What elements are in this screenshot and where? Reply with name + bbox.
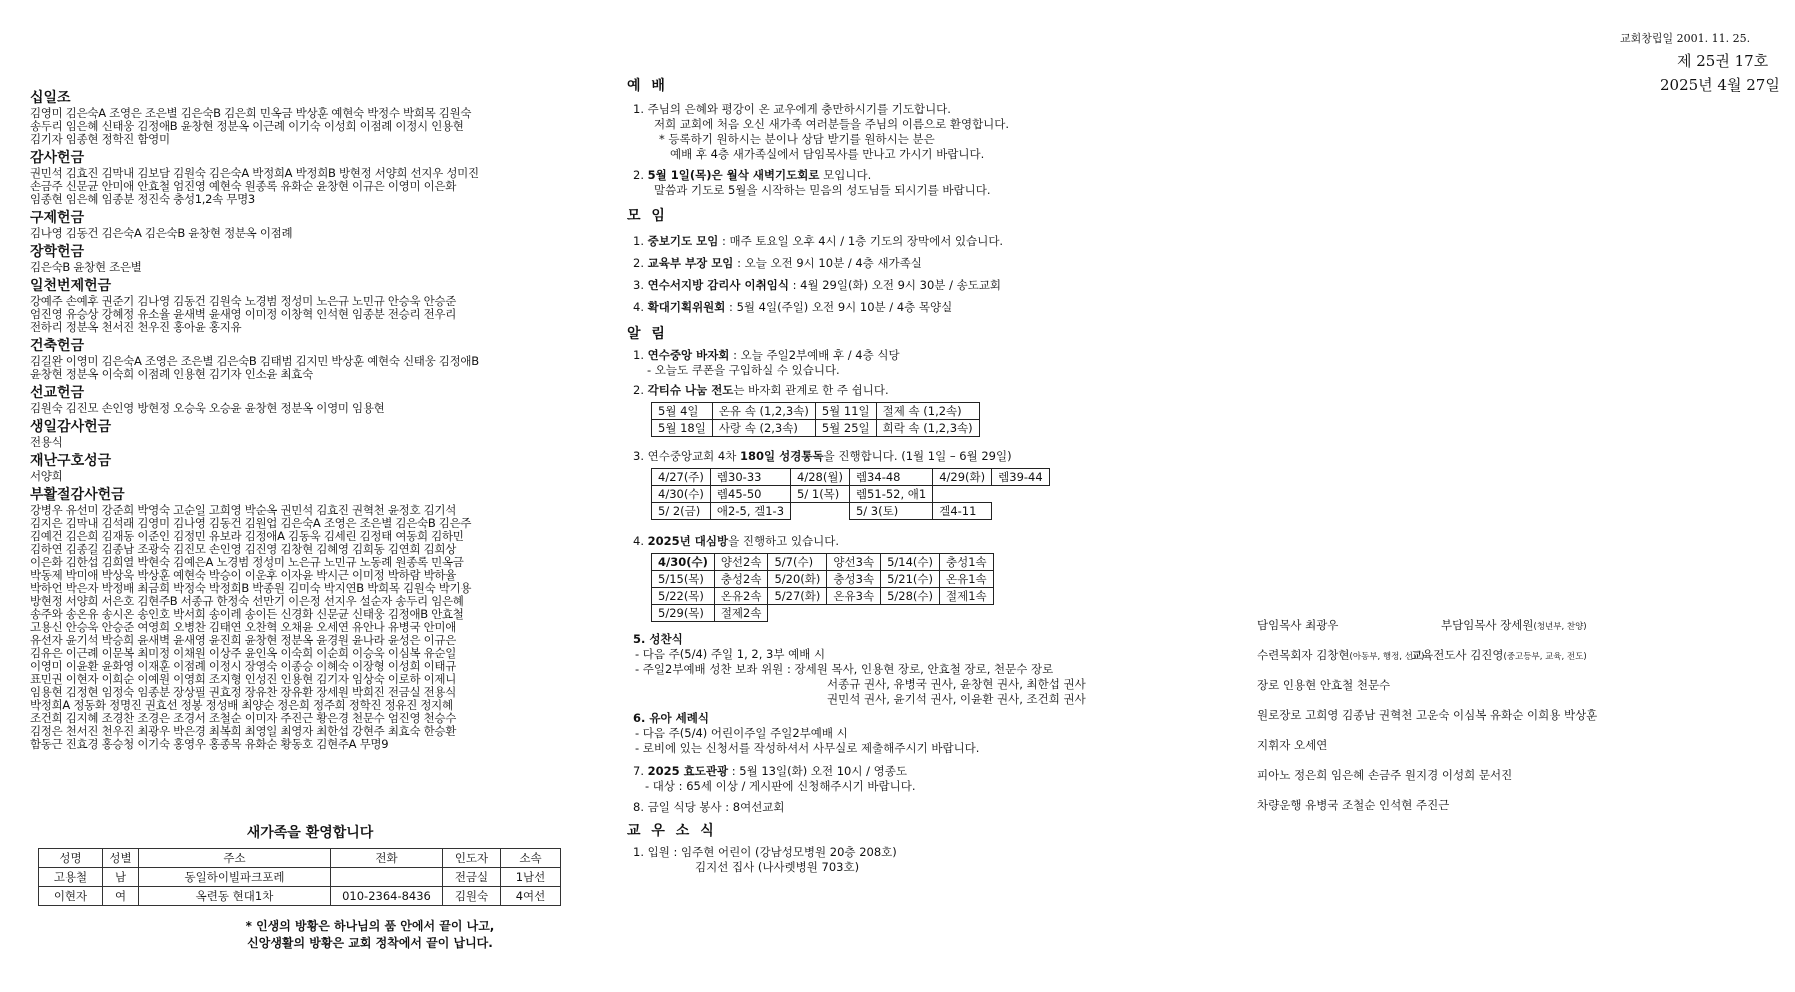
offering-title: 생일감사헌금 [30, 419, 112, 435]
offering-names [30, 261, 585, 274]
table-cell: 온유2속 [714, 588, 768, 605]
note-line-1: * 인생의 방황은 하나님의 품 안에서 끝이 나고, [245, 919, 495, 933]
notice-item-2: 2. 각티슈 나눔 전도는 바자회 관계로 한 주 쉽니다. [633, 383, 889, 397]
table-cell: 5/21(수) [881, 571, 940, 588]
new-family-cell: 김원숙 [443, 887, 501, 906]
meeting-heading: 모 임 [627, 208, 668, 224]
notice-item-4: 4. 2025년 대심방을 진행하고 있습니다. [633, 534, 840, 548]
table-cell: 애2-5, 겔1-3 [710, 503, 790, 520]
offering-names [30, 436, 585, 449]
offering-names [30, 295, 585, 334]
table-row [652, 588, 994, 605]
table-cell: 4/30(수) [652, 554, 715, 571]
table-cell: 렘51-52, 애1 [849, 486, 932, 503]
notice-item-1: 1. 연수중앙 바자회 : 오늘 주일2부예배 후 / 4층 식당 [633, 348, 900, 362]
worship-item-1: 1. 주님의 은혜와 평강이 온 교우에게 충만하시기를 기도합니다. [633, 102, 951, 116]
new-family-header-cell: 소속 [501, 849, 561, 868]
associate-pastor: 부담임목사 장세원(청년부, 찬양) [1441, 618, 1587, 632]
table-cell: 충성1속 [939, 554, 993, 571]
table-cell [933, 486, 992, 503]
offering-name-line: 임종현 임은혜 임종분 정진숙 충성1,2속 무명3 [30, 193, 255, 206]
table-cell: 렘30-33 [710, 469, 790, 486]
offering-name-line: 송두리 임은혜 신태웅 김정애B 윤창현 정분옥 이근례 이기숙 이성희 이점례 이정시 인용현 [30, 120, 464, 133]
table-cell: 5/ 3(토) [849, 503, 932, 520]
offering-name-line: 유선자 윤기석 박승희 윤새벽 윤새영 윤진희 윤창현 정분옥 윤경원 윤나라 윤성은 이규은 [30, 634, 457, 647]
notice-item-5-line2: - 주일2부예배 성찬 보좌 위원 : 장세원 목사, 인용현 장로, 안효철 장로, 천문수 장로 [635, 662, 1054, 676]
new-family-cell: 010-2364-8436 [331, 887, 443, 906]
new-family-header-cell: 성명 [39, 849, 103, 868]
notice-item-8: 8. 금일 식당 봉사 : 8여선교회 [633, 800, 785, 814]
offering-name-line: 서양희 [30, 470, 63, 483]
announcements [627, 76, 1147, 875]
volume-number: 제 25권 17호 [1677, 52, 1769, 70]
offering-names [30, 107, 585, 146]
offering-title: 선교헌금 [30, 385, 85, 401]
offering-name-line: 박정희A 정동화 정명진 권효선 정봉 정성배 최양순 정은희 정주희 정학진 정유진 정지혜 [30, 699, 453, 712]
table-cell: 5월 11일 [815, 403, 876, 420]
pianists: 피아노 정은희 임은혜 손금주 원지경 이성희 문서진 [1257, 768, 1513, 782]
issue-date: 2025년 4월 27일 [1660, 76, 1780, 94]
table-cell: 4/30(수) [652, 486, 711, 503]
offering-name-line: 표민권 이현자 이희순 이예원 이영희 조지형 인성진 인용현 김기자 임상숙 이로하 이제니 [30, 673, 457, 686]
worship-item-2: 2. 5월 1일(목)은 월삭 새벽기도회로 모입니다. [633, 168, 872, 182]
offering-name-line: 고용신 안승욱 안승준 여영희 오병찬 김태연 오찬혁 오채윤 오세연 유안나 유병국 안미애 [30, 621, 457, 634]
table-row [652, 605, 994, 622]
new-family-cell: 이현자 [39, 887, 103, 906]
new-family-header-row [39, 849, 561, 868]
notice-heading: 알 림 [627, 326, 668, 342]
table-cell: 사랑 속 (2,3속) [712, 420, 815, 437]
offering-name-line: 박동제 박미애 박상욱 박상훈 예현숙 박승이 이운후 이자윤 박시근 이미정 박하람 박하율 [30, 569, 457, 582]
new-family-header-cell: 인도자 [443, 849, 501, 868]
offering-name-line: 김원숙 김진모 손인영 방현정 오승욱 오승윤 윤창현 정분옥 이영미 임용현 [30, 402, 385, 415]
worship-item-1-line3: * 등록하기 원하시는 분이나 상담 받기를 원하시는 분은 [659, 132, 935, 146]
meeting-item-3: 3. 연수서지방 감리사 이취임식 : 4월 29일(화) 오전 9시 30분 / 송도교회 [633, 278, 1002, 292]
table-cell: 5월 25일 [815, 420, 876, 437]
notice-item-6-line1: - 다음 주(5/4) 어린이주일 주일2부예배 시 [635, 726, 848, 740]
table-row [652, 486, 1050, 503]
table-cell: 절제2속 [714, 605, 768, 622]
offering-name-line: 김기자 임종현 정학진 함영미 [30, 133, 170, 146]
notice-item-3: 3. 연수중앙교회 4차 180일 성경통독을 진행합니다. (1월 1일 – 6월 29일) [633, 449, 1012, 463]
table-cell [992, 503, 1050, 520]
new-family-header-cell: 전화 [331, 849, 443, 868]
new-family-cell: 여 [103, 887, 139, 906]
table-cell: 절제 속 (1,2속) [876, 403, 979, 420]
table-row [652, 554, 994, 571]
offering-title: 일천번제헌금 [30, 278, 112, 294]
table-cell: 5/29(목) [652, 605, 715, 622]
offering-name-line: 박하언 박은자 박정배 최금희 박정숙 박정희B 박종원 김미숙 박지연B 박희목 김원숙 박기용 [30, 582, 472, 595]
new-family-header-cell: 주소 [139, 849, 331, 868]
welcome-note [160, 918, 580, 952]
table-cell: 희락 속 (1,2,3속) [876, 420, 979, 437]
notice-item-1-line2: - 오늘도 쿠폰을 구입하실 수 있습니다. [647, 363, 840, 377]
bible-reading-table [651, 468, 1050, 520]
offering-title: 감사헌금 [30, 150, 85, 166]
education-evangelist: 교육전도사 김진영(중고등부, 교육, 전도) [1411, 648, 1587, 662]
offering-name-line: 조건희 김지혜 조경찬 조경은 조경서 조철순 이미자 주진근 황은경 천문수 엄진영 천승수 [30, 712, 457, 725]
new-family-row [39, 868, 561, 887]
offerings-list [30, 86, 585, 751]
table-cell: 온유 속 (1,2,3속) [712, 403, 815, 420]
senior-pastor: 담임목사 최광우 [1257, 618, 1339, 632]
table-cell: 절제1속 [939, 588, 993, 605]
offering-name-line: 김하연 김종길 김종남 조광숙 김진모 손인영 김진영 김창현 김혜영 김희동 김연희 김희상 [30, 543, 457, 556]
table-cell: 양선3속 [827, 554, 881, 571]
offering-title: 장학헌금 [30, 244, 85, 260]
table-cell: 5/7(수) [768, 554, 827, 571]
new-family-row [39, 887, 561, 906]
table-cell [881, 605, 940, 622]
news-line-2: 김지선 집사 (나사렛병원 703호) [695, 860, 860, 874]
offering-name-line: 김나영 김동건 김은숙A 김은숙B 윤창현 정분옥 이점례 [30, 227, 293, 240]
notice-item-5-line4: 권민석 권사, 윤기석 권사, 이윤환 권사, 조건희 권사 [827, 692, 1086, 706]
offering-names [30, 504, 585, 751]
table-cell: 4/29(화) [933, 469, 992, 486]
table-cell [768, 605, 827, 622]
table-cell: 5월 18일 [652, 420, 713, 437]
offering-title: 부활절감사헌금 [30, 487, 125, 503]
table-row [652, 420, 980, 437]
table-cell: 겔4-11 [933, 503, 992, 520]
new-family-cell: 옥련동 현대1차 [139, 887, 331, 906]
offering-title: 구제헌금 [30, 210, 85, 226]
news-heading: 교 우 소 식 [627, 823, 717, 839]
meeting-item-2: 2. 교육부 부장 모임 : 오늘 오전 9시 10분 / 4층 새가족실 [633, 256, 922, 270]
table-cell: 충성2속 [714, 571, 768, 588]
offering-name-line: 김길완 이영미 김은숙A 조영은 조은별 김은숙B 김태범 김지민 박상훈 예현숙 신태웅 김정애B [30, 355, 479, 368]
table-cell: 5/28(수) [881, 588, 940, 605]
offering-name-line: 방현정 서양희 서은호 김현주B 서종규 한정숙 선만기 이은정 선지우 설순자 송두리 임은혜 [30, 595, 464, 608]
offering-name-line: 김유은 이근례 이문복 최미정 이채원 이상주 윤인옥 이숙희 이순희 이승욱 이심복 유순일 [30, 647, 457, 660]
founded-date: 교회창립일 2001. 11. 25. [1620, 32, 1751, 45]
notice-item-5-line3: 서종규 권사, 유병국 권사, 윤창현 권사, 최한섭 권사 [827, 677, 1086, 691]
meeting-item-4: 4. 확대기획위원회 : 5월 4일(주일) 오전 9시 10분 / 4층 목양실 [633, 300, 953, 314]
new-family-cell: 4여선 [501, 887, 561, 906]
offering-name-line: 김지은 김막내 김석래 김영미 김나영 김동건 김원업 김은숙A 조영은 조은별 김은숙B 김은주 [30, 517, 472, 530]
offering-name-line: 윤창현 정분옥 이숙희 이점례 인용현 김기자 인소윤 최효숙 [30, 368, 313, 381]
offering-names [30, 227, 585, 240]
table-row [652, 503, 1050, 520]
new-family-cell: 전금실 [443, 868, 501, 887]
notice-item-6-line2: - 로비에 있는 신청서를 작성하셔서 사무실로 제출해주시기 바랍니다. [635, 741, 980, 755]
table-cell: 5월 4일 [652, 403, 713, 420]
new-family-header-cell: 성별 [103, 849, 139, 868]
notice-item-7: 7. 2025 효도관광 : 5월 13일(화) 오전 10시 / 영종도 [633, 764, 907, 778]
new-family-cell [331, 868, 443, 887]
welcome-title: 새가족을 환영합니다 [246, 825, 374, 841]
offering-names [30, 470, 585, 483]
offering-name-line: 송주와 송온유 송시온 송인호 박서희 송이레 송이든 신경화 신문균 신태웅 김정애B 안효철 [30, 608, 464, 621]
news-line-1: 1. 입원 : 임주현 어린이 (강남성모병원 20층 208호) [633, 845, 897, 859]
table-cell: 5/14(수) [881, 554, 940, 571]
table-cell: 5/15(목) [652, 571, 715, 588]
offering-name-line: 이은화 김한섭 김희열 박현숙 김예은A 노경범 정성미 노은규 노민규 노동례 원종록 민옥금 [30, 556, 464, 569]
offering-names [30, 167, 585, 206]
offering-name-line: 전용식 [30, 436, 63, 449]
table-cell: 온유3속 [827, 588, 881, 605]
offering-name-line: 이영미 이윤환 윤화영 이재훈 이점례 이정시 장영숙 이종승 이혜숙 이장형 이성희 이태규 [30, 660, 457, 673]
elders: 장로 인용현 안효철 천문수 [1257, 678, 1391, 692]
table-cell: 5/20(화) [768, 571, 827, 588]
new-family-cell: 1남선 [501, 868, 561, 887]
new-family-table [38, 848, 561, 906]
notice-item-7-line2: - 대상 : 65세 이상 / 게시판에 신청해주시기 바랍니다. [645, 779, 916, 793]
note-line-2: 신앙생활의 방황은 교회 정착에서 끝이 납니다. [247, 936, 493, 950]
offering-name-line: 손금주 신문균 안미애 안효철 엄진영 예현숙 원종록 유화순 윤창현 이규은 이영미 이은화 [30, 180, 457, 193]
table-cell [992, 486, 1050, 503]
offering-name-line: 권민석 김효진 김막내 김보담 김원숙 김은숙A 박정희A 박정희B 방현정 서양희 선지우 성미진 [30, 167, 479, 180]
visitation-table [651, 553, 994, 622]
worship-item-1-line4: 예배 후 4층 새가족실에서 담임목사를 만나고 가시기 바랍니다. [670, 147, 985, 161]
offering-name-line: 강예주 손예후 권준기 김나영 김동건 김원숙 노경범 정성미 노은규 노민규 안승욱 안승준 [30, 295, 457, 308]
table-row [652, 403, 980, 420]
offering-names [30, 355, 585, 381]
offering-name-line: 김정은 천서진 천우진 최광우 박은경 최복희 최영일 최영자 최한섭 강현주 최효숙 한승환 [30, 725, 457, 738]
offering-title: 건축헌금 [30, 338, 85, 354]
offering-title: 십일조 [30, 90, 71, 106]
worship-item-1-line2: 저희 교회에 처음 오신 새가족 여러분들을 주님의 이름으로 환영합니다. [654, 117, 1010, 131]
vehicle-drivers: 차량운행 유병국 조철순 인석현 주진근 [1257, 798, 1450, 812]
new-family-cell: 동일하이빌파크포레 [139, 868, 331, 887]
offering-name-line: 김영미 김은숙A 조영은 조은별 김은숙B 김은희 민옥금 박상훈 예현숙 박정수 박희목 김원숙 [30, 107, 472, 120]
table-cell: 렘45-50 [710, 486, 790, 503]
table-cell: 충성3속 [827, 571, 881, 588]
worship-heading: 예 배 [627, 78, 668, 94]
table-cell: 5/ 1(목) [791, 486, 850, 503]
table-cell: 렘34-48 [849, 469, 932, 486]
notice-item-5: 5. 성찬식 [633, 632, 683, 646]
offering-name-line: 임용현 김정현 임정숙 임종분 장상필 권효정 장유찬 장유환 장세원 박희진 전금실 전용식 [30, 686, 457, 699]
offering-name-line: 함동근 진효경 홍승청 이기숙 홍영우 홍종목 유화순 황동호 김현주A 무명9 [30, 738, 389, 751]
new-family-cell: 고용철 [39, 868, 103, 887]
emeritus-elders: 원로장로 고희영 김종남 권혁천 고운숙 이심복 유화순 이희용 박상훈 [1257, 708, 1598, 722]
table-cell: 4/27(주) [652, 469, 711, 486]
table-cell: 렘39-44 [992, 469, 1050, 486]
new-family-cell: 남 [103, 868, 139, 887]
table-cell: 온유1속 [939, 571, 993, 588]
table-cell [827, 605, 881, 622]
offering-names [30, 402, 585, 415]
offering-name-line: 엄진영 유승상 강혜정 유소율 윤새벽 윤새영 이미정 이창혁 인석현 임종분 전승리 전우리 [30, 308, 457, 321]
notice-item-5-line1: - 다음 주(5/4) 주일 1, 2, 3부 예배 시 [635, 647, 826, 661]
table-cell: 5/ 2(금) [652, 503, 711, 520]
table-cell: 양선2속 [714, 554, 768, 571]
offering-name-line: 전하리 정분옥 천서진 천우진 홍아윤 홍지유 [30, 321, 242, 334]
conductor: 지휘자 오세연 [1257, 738, 1328, 752]
trainee-pastor: 수련목회자 김창현(아동부, 행정, 선교) [1257, 648, 1425, 662]
offering-name-line: 김예건 김은희 김재동 이준인 김정민 유보라 김정애A 김동욱 김세린 김정태 여동희 김하민 [30, 530, 464, 543]
meeting-item-1: 1. 중보기도 모임 : 매주 토요일 오후 4시 / 1층 기도의 장막에서 있습니다. [633, 234, 1004, 248]
tissue-schedule-table [651, 402, 980, 437]
table-row [652, 571, 994, 588]
table-row [652, 469, 1050, 486]
offering-name-line: 김은숙B 윤창현 조은별 [30, 261, 142, 274]
table-cell: 4/28(월) [791, 469, 850, 486]
notice-item-6: 6. 유아 세례식 [633, 711, 709, 725]
offering-title: 재난구호성금 [30, 453, 112, 469]
table-cell: 5/22(목) [652, 588, 715, 605]
worship-item-2-line2: 말씀과 기도로 5월을 시작하는 믿음의 성도님들 되시기를 바랍니다. [654, 183, 991, 197]
table-cell [939, 605, 993, 622]
offering-name-line: 강병우 유선미 강준희 박영숙 고순일 고희영 박순옥 권민석 김효진 권혁천 윤정호 김기석 [30, 504, 457, 517]
table-cell [791, 503, 850, 520]
table-cell: 5/27(화) [768, 588, 827, 605]
